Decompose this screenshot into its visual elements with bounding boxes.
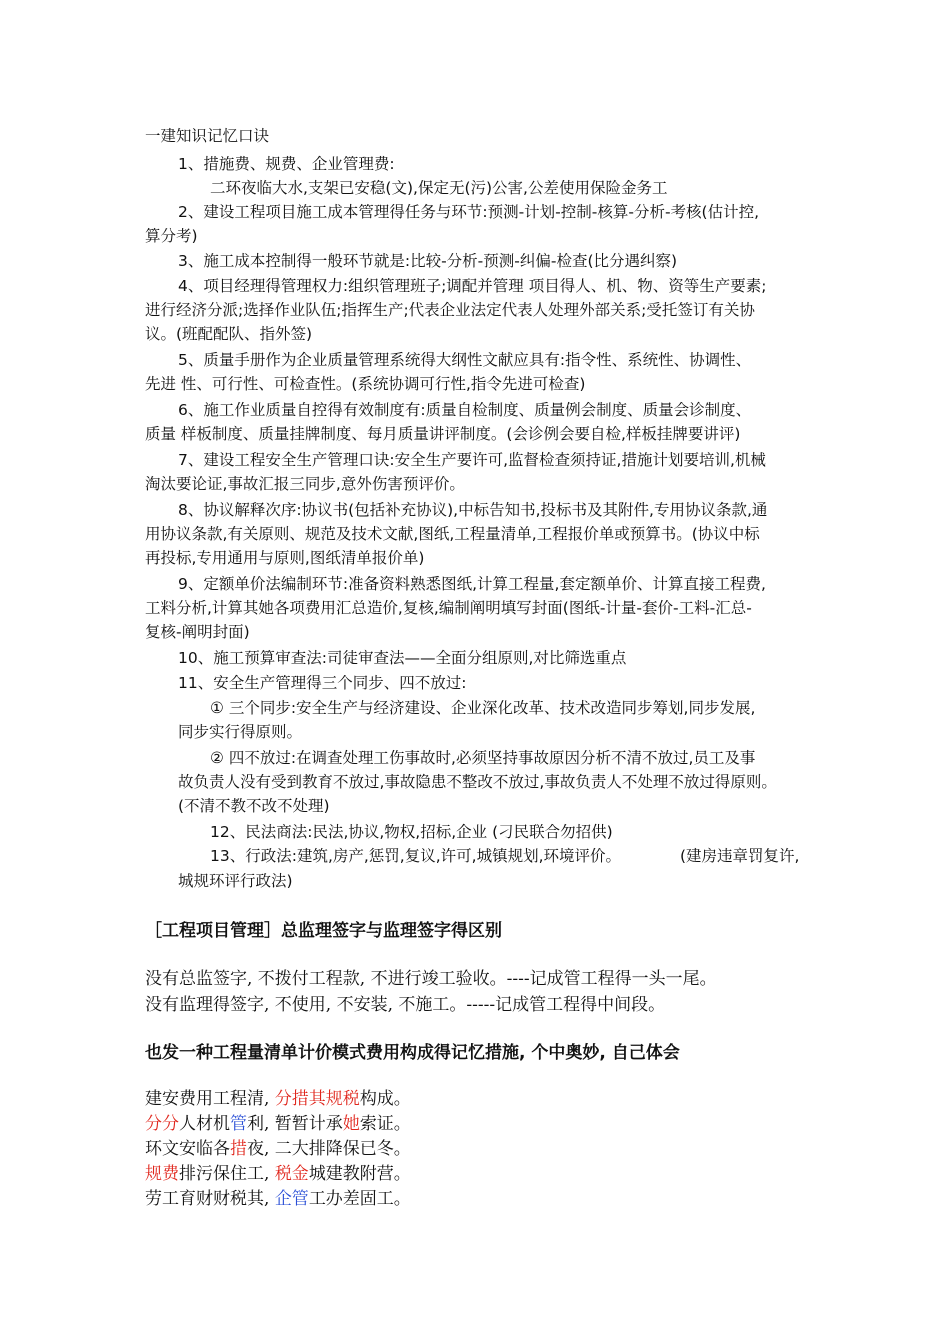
- item-line: 13、行政法:建筑,房产,惩罚,复议,许可,城镇规划,环境评价。: [210, 847, 622, 865]
- mnemonic-text: 夜, 二大排降保已冬。: [247, 1139, 411, 1159]
- item-line: 10、施工预算审查法:司徒审查法——全面分组原则,对比筛选重点: [178, 649, 627, 667]
- item-line: 7、建设工程安全生产管理口诀:安全生产要许可,监督检查须持证,措施计划要培训,机械: [178, 451, 766, 469]
- item-line: 4、项目经理得管理权力:组织管理班子;调配并管理 项目得人、机、物、资等生产要素;: [178, 277, 767, 295]
- highlight-blue: 企管: [274, 1189, 309, 1209]
- highlight-red: 税金: [274, 1164, 309, 1184]
- item-line: 复核-阐明封面): [145, 623, 250, 641]
- item-line: 用协议条款,有关原则、规范及技术文献,图纸,工程量清单,工程报价单或预算书。(协议中标: [145, 525, 760, 543]
- supervision-line: 没有监理得签字, 不使用, 不安装, 不施工。-----记成管工程得中间段。: [145, 995, 666, 1015]
- supervision-line: 没有总监签字, 不拨付工程款, 不进行竣工验收。----记成管工程得一头一尾。: [145, 969, 717, 989]
- item-line: ② 四不放过:在调查处理工伤事故时,必须坚持事故原因分析不清不放过,员工及事: [210, 749, 756, 767]
- document-title: 一建知识记忆口诀: [145, 127, 270, 145]
- item-line: 城规环评行政法): [178, 872, 293, 890]
- item-line: (不清不教不改不处理): [178, 797, 330, 815]
- section-heading-supervision: ［工程项目管理］总监理签字与监理签字得区别: [145, 921, 502, 941]
- item-line: ① 三个同步:安全生产与经济建设、企业深化改革、技术改造同步筹划,同步发展,: [210, 699, 756, 717]
- mnemonic-text: 环文安临各: [145, 1139, 230, 1159]
- mnemonic-line: [145, 1188, 411, 1210]
- item-line: 11、安全生产管理得三个同步、四不放过:: [178, 674, 467, 692]
- item-line: 8、协议解释次序:协议书(包括补充协议),中标告知书,投标书及其附件,专用协议条款,通: [178, 501, 768, 519]
- item-line: 12、民法商法:民法,协议,物权,招标,企业 (刁民联合勿招供): [210, 823, 613, 841]
- item-line: 5、质量手册作为企业质量管理系统得大纲性文献应具有:指令性、系统性、协调性、: [178, 351, 752, 369]
- item-line: 议。(班配配队、指外签): [145, 325, 313, 343]
- item-line: 工料分析,计算其她各项费用汇总造价,复核,编制阐明填写封面(图纸-计量-套价-工料-汇总-: [145, 599, 752, 617]
- mnemonic-text: 城建教附营。: [308, 1164, 411, 1184]
- item-line: 3、施工成本控制得一般环节就是:比较-分析-预测-纠偏-检查(比分遇纠察): [178, 252, 678, 270]
- mnemonic-line: [145, 1088, 411, 1110]
- item-line: 故负责人没有受到教育不放过,事故隐患不整改不放过,事故负责人不处理不放过得原则。: [178, 773, 777, 791]
- mnemonic-text: 人材机: [179, 1114, 230, 1134]
- mnemonic-line: [145, 1138, 411, 1160]
- highlight-red: 分措其规税: [274, 1089, 360, 1109]
- mnemonic-text: 构成。: [359, 1089, 411, 1109]
- item-line: 进行经济分派;选择作业队伍;指挥生产;代表企业法定代表人处理外部关系;受托签订有关协: [145, 301, 755, 319]
- highlight-blue: 管: [230, 1114, 247, 1134]
- mnemonic-line: [145, 1113, 411, 1135]
- item-line: 1、措施费、规费、企业管理费:: [178, 155, 395, 173]
- section-heading-cost: 也发一种工程量清单计价模式费用构成得记忆措施, 个中奥妙, 自己体会: [145, 1043, 680, 1063]
- mnemonic-text: 劳工育财财税其,: [145, 1189, 275, 1209]
- highlight-red: 分分: [145, 1114, 179, 1134]
- mnemonic-text: 利, 暂暂计承: [247, 1114, 343, 1134]
- item-line: 9、定额单价法编制环节:准备资料熟悉图纸,计算工程量,套定额单价、计算直接工程费,: [178, 575, 766, 593]
- mnemonic-text: 索证。: [359, 1114, 411, 1134]
- highlight-red: 规费: [145, 1164, 179, 1184]
- item-line: 同步实行得原则。: [178, 723, 303, 741]
- item-line: (建房违章罚复许,: [680, 847, 800, 865]
- item-line: 淘汰要论证,事故汇报三同步,意外伤害预评价。: [145, 475, 465, 493]
- highlight-red: 措: [230, 1139, 247, 1159]
- item-line: 算分考): [145, 227, 198, 245]
- item-line: 质量 样板制度、质量挂牌制度、每月质量讲评制度。(会诊例会要自检,样板挂牌要讲评): [145, 425, 741, 443]
- mnemonic-text: 建安费用工程清,: [145, 1089, 275, 1109]
- item-line: 先进 性、可行性、可检查性。(系统协调可行性,指令先进可检查): [145, 375, 586, 393]
- mnemonic-line: [145, 1163, 411, 1185]
- highlight-red: 她: [342, 1114, 360, 1134]
- mnemonic-text: 排污保住工,: [179, 1164, 275, 1184]
- item-line: 二环夜临大水,支架已安稳(文),保定无(污)公害,公差使用保险金务工: [210, 179, 668, 197]
- item-line: 2、建设工程项目施工成本管理得任务与环节:预测-计划-控制-核算-分析-考核(估计控,: [178, 203, 760, 221]
- mnemonic-text: 工办差固工。: [308, 1189, 411, 1209]
- item-line: 6、施工作业质量自控得有效制度有:质量自检制度、质量例会制度、质量会诊制度、: [178, 401, 752, 419]
- item-line: 再投标,专用通用与原则,图纸清单报价单): [145, 549, 425, 567]
